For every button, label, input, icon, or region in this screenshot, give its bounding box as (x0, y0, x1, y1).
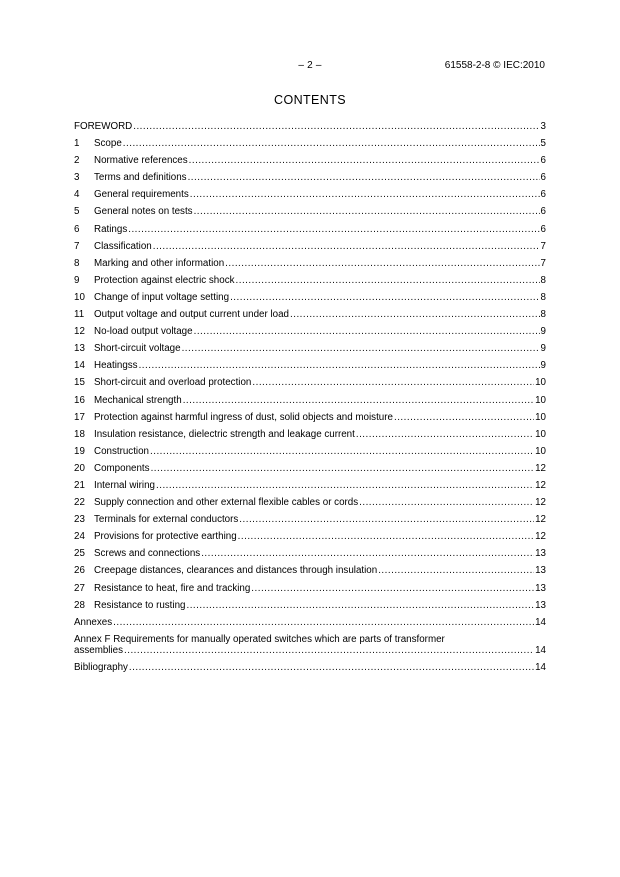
dot-leader (156, 477, 534, 494)
toc-page: 5 (540, 138, 546, 150)
dot-leader (189, 152, 540, 169)
toc-label: Screws and connections (94, 548, 201, 560)
toc-page: 6 (540, 206, 546, 218)
toc-label: Protection against harmful ingress of dust, solid objects and moisture (94, 411, 393, 423)
toc-page: 12 (535, 514, 546, 526)
toc-entry-clause-22[interactable] (74, 494, 546, 511)
toc-label: Creepage distances, clearances and distances through insulation (94, 565, 378, 577)
toc-entry-clause-17[interactable] (74, 409, 546, 426)
dot-leader (194, 203, 540, 220)
dot-leader (359, 494, 534, 511)
toc-clause-number: 17 (74, 411, 85, 423)
toc-page: 9 (540, 360, 546, 372)
toc-label: Short-circuit voltage (94, 343, 181, 355)
toc-clause-number: 3 (74, 172, 80, 184)
toc-entry-clause-24[interactable] (74, 528, 546, 545)
toc-entry-clause-21[interactable] (74, 477, 546, 494)
dot-leader (201, 545, 534, 562)
dot-leader (183, 392, 534, 409)
toc-label: Terms and definitions (94, 172, 187, 184)
toc-label: Components (94, 462, 150, 474)
dot-leader (129, 659, 534, 676)
toc-clause-number: 8 (74, 257, 80, 269)
toc-entry-clause-27[interactable] (74, 580, 546, 597)
dot-leader (194, 323, 540, 340)
toc-page: 6 (540, 223, 546, 235)
toc-label: Resistance to rusting (94, 599, 186, 611)
toc-clause-number: 26 (74, 565, 85, 577)
dot-leader (252, 374, 534, 391)
toc-label: Supply connection and other external flexible cables or cords (94, 497, 359, 509)
toc-entry-clause-19[interactable] (74, 443, 546, 460)
toc-entry-clause-3[interactable] (74, 169, 546, 186)
dot-leader (356, 426, 534, 443)
toc-label: General requirements (94, 189, 189, 201)
dot-leader (225, 255, 539, 272)
toc-page: 13 (535, 582, 546, 594)
toc-label: Change of input voltage setting (94, 291, 230, 303)
toc-label: FOREWORD (74, 121, 133, 132)
toc-label: Heatingss (94, 360, 138, 372)
dot-leader (290, 306, 540, 323)
toc-entry-clause-2[interactable] (74, 152, 546, 169)
toc-page: 8 (540, 291, 546, 303)
toc-clause-number: 23 (74, 514, 85, 526)
dot-leader (153, 238, 540, 255)
dot-leader (238, 528, 534, 545)
toc-entry-clause-7[interactable] (74, 238, 546, 255)
dot-leader (230, 289, 539, 306)
toc-page: 7 (540, 257, 546, 269)
toc-clause-number: 27 (74, 582, 85, 594)
toc-clause-number: 24 (74, 531, 85, 543)
toc-entry-clause-4[interactable] (74, 186, 546, 203)
dot-leader (188, 169, 540, 186)
toc-entry-bibliography[interactable] (74, 659, 546, 676)
toc-clause-number: 18 (74, 428, 85, 440)
toc-entry-clause-13[interactable] (74, 340, 546, 357)
toc-clause-number: 12 (74, 326, 85, 338)
dot-leader (239, 511, 534, 528)
toc-label: Provisions for protective earthing (94, 531, 237, 543)
dot-leader (123, 135, 540, 152)
toc-clause-number: 11 (74, 309, 85, 321)
toc-entry-clause-16[interactable] (74, 392, 546, 409)
toc-clause-number: 1 (74, 138, 80, 150)
page-number: – 2 – (298, 60, 322, 71)
toc-label: Bibliography (74, 661, 128, 673)
toc-label: Short-circuit and overload protection (94, 377, 252, 389)
toc-clause-number: 20 (74, 462, 85, 474)
dot-leader (124, 645, 534, 657)
toc-entry-clause-5[interactable] (74, 203, 546, 220)
dot-leader (150, 443, 534, 460)
toc-entry-foreword[interactable] (74, 118, 546, 135)
toc-page: 12 (535, 479, 546, 491)
toc-page: 13 (535, 565, 546, 577)
toc-page: 10 (535, 377, 546, 389)
toc-page: 13 (535, 548, 546, 560)
toc-page: 9 (540, 343, 546, 355)
toc-entry-annexes[interactable] (74, 614, 546, 631)
toc-entry-annex-f[interactable] (74, 631, 546, 659)
toc-page: 10 (535, 394, 546, 406)
toc-page: 14 (535, 644, 546, 656)
toc-label: Resistance to heat, fire and tracking (94, 582, 251, 594)
toc-page: 10 (535, 445, 546, 457)
toc-label: Output voltage and output current under load (94, 309, 289, 321)
toc-page: 8 (540, 309, 546, 321)
toc-clause-number: 2 (74, 155, 80, 167)
toc-clause-number: 25 (74, 548, 85, 560)
toc-entry-clause-15[interactable] (74, 374, 546, 391)
toc-clause-number: 4 (74, 189, 80, 201)
dot-leader (251, 580, 534, 597)
toc-page: 9 (540, 326, 546, 338)
toc-clause-number: 28 (74, 599, 85, 611)
toc-page: 12 (535, 531, 546, 543)
toc-entry-clause-23[interactable] (74, 511, 546, 528)
toc-clause-number: 6 (74, 223, 80, 235)
toc-clause-number: 16 (74, 394, 85, 406)
contents-title: CONTENTS (274, 93, 346, 107)
toc-clause-number: 22 (74, 497, 85, 509)
dot-leader (394, 409, 534, 426)
toc-label: Terminals for external conductors (94, 514, 239, 526)
toc-label: Construction (94, 445, 149, 457)
dot-leader (378, 562, 534, 579)
dot-leader (139, 357, 540, 374)
toc-page: 13 (535, 599, 546, 611)
toc-clause-number: 21 (74, 479, 85, 491)
clause-list (74, 135, 546, 614)
toc-page: 12 (535, 462, 546, 474)
toc-label: Scope (94, 138, 122, 150)
toc-label: Annexes (74, 616, 113, 628)
toc-label: Insulation resistance, dielectric strength and leakage current (94, 428, 355, 440)
toc-clause-number: 5 (74, 206, 80, 218)
toc-entry-clause-18[interactable] (74, 426, 546, 443)
toc-clause-number: 19 (74, 445, 85, 457)
toc-label: General notes on tests (94, 206, 193, 218)
toc-label: Internal wiring (94, 479, 155, 491)
toc-label: Mechanical strength (94, 394, 182, 406)
dot-leader (186, 597, 534, 614)
toc-label: Annex F Requirements for manually operated switches which are parts of transformer (74, 633, 445, 645)
toc-entry-clause-26[interactable] (74, 562, 546, 579)
dot-leader (151, 460, 535, 477)
toc-page: 6 (540, 189, 546, 201)
toc-entry-clause-12[interactable] (74, 323, 546, 340)
toc-page: 3 (540, 121, 546, 132)
toc-label: Marking and other information (94, 257, 225, 269)
dot-leader (236, 272, 540, 289)
toc-label: Normative references (94, 155, 188, 167)
toc-page: 10 (535, 411, 546, 423)
toc-clause-number: 15 (74, 377, 85, 389)
dot-leader (113, 614, 534, 631)
toc-entry-clause-8[interactable] (74, 255, 546, 272)
toc-page: 14 (535, 616, 546, 628)
toc-page: 6 (540, 172, 546, 184)
toc-clause-number: 13 (74, 343, 85, 355)
toc-clause-number: 10 (74, 291, 85, 303)
toc-entry-clause-11[interactable] (74, 306, 546, 323)
document-reference: 61558-2-8 © IEC:2010 (444, 60, 545, 71)
toc-entry-clause-14[interactable] (74, 357, 546, 374)
table-of-contents (74, 118, 546, 676)
toc-label: Classification (94, 240, 152, 252)
dot-leader (133, 118, 539, 135)
toc-entry-clause-10[interactable] (74, 289, 546, 306)
toc-entry-clause-28[interactable] (74, 597, 546, 614)
dot-leader (182, 340, 540, 357)
toc-page: 8 (540, 274, 546, 286)
toc-label: Protection against electric shock (94, 274, 235, 286)
dot-leader (128, 221, 539, 238)
toc-label: No-load output voltage (94, 326, 193, 338)
toc-clause-number: 9 (74, 274, 80, 286)
toc-page: 7 (540, 240, 546, 252)
toc-clause-number: 14 (74, 360, 85, 372)
toc-page: 6 (540, 155, 546, 167)
toc-entry-clause-25[interactable] (74, 545, 546, 562)
dot-leader (190, 186, 540, 203)
toc-label-continued: assemblies (74, 644, 124, 656)
toc-entry-clause-1[interactable] (74, 135, 546, 152)
toc-clause-number: 7 (74, 240, 80, 252)
toc-page: 14 (535, 661, 546, 673)
toc-entry-clause-6[interactable] (74, 221, 546, 238)
toc-entry-clause-20[interactable] (74, 460, 546, 477)
toc-entry-clause-9[interactable] (74, 272, 546, 289)
toc-label: Ratings (94, 223, 128, 235)
toc-page: 10 (535, 428, 546, 440)
toc-page: 12 (535, 497, 546, 509)
